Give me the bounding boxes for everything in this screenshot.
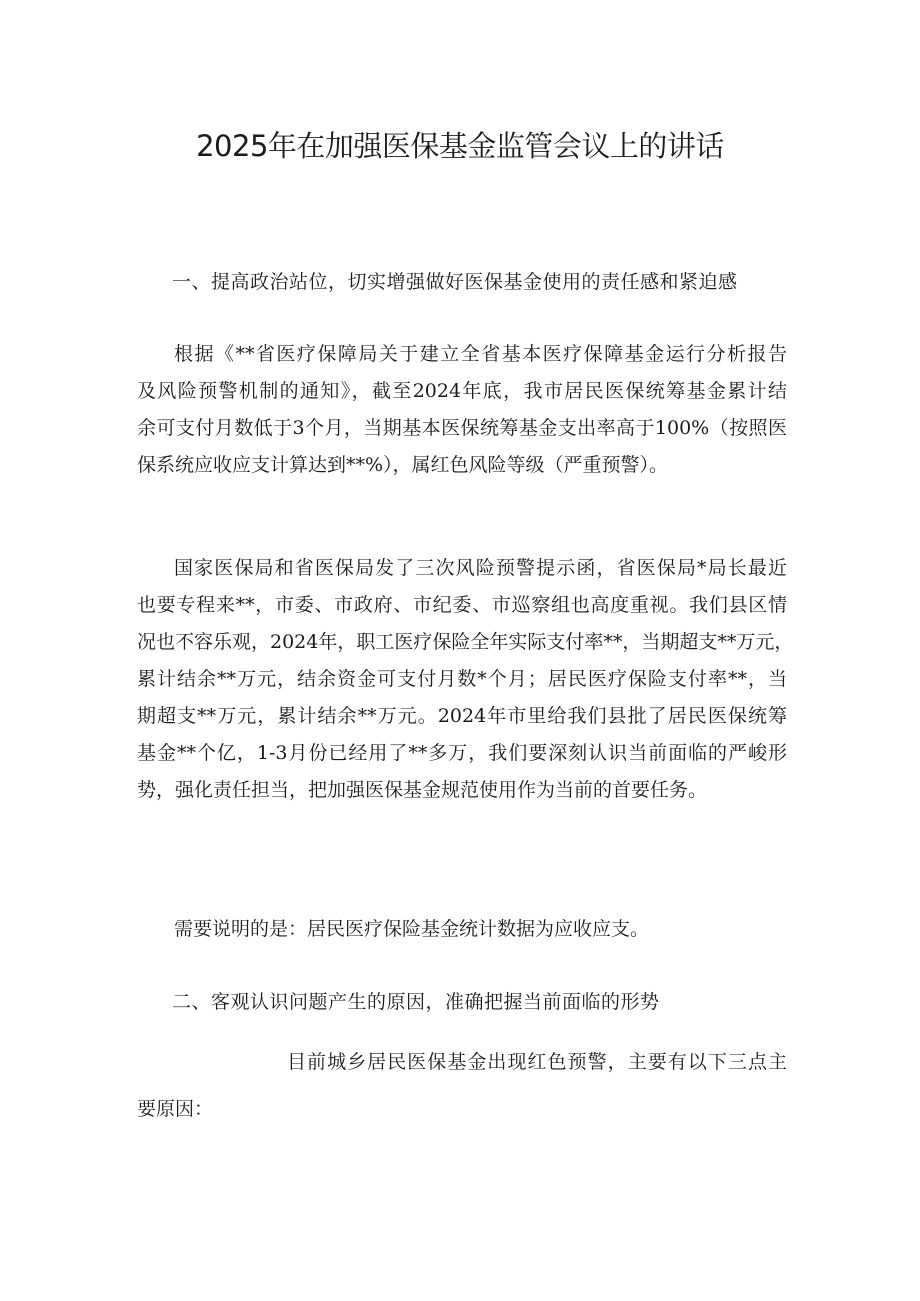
- paragraph-line: 累计结余**万元，结余资金可支付月数*个月；居民医疗保险支付率**，当: [137, 668, 787, 690]
- paragraph-line: 目前城乡居民医保基金出现红色预警，主要有以下三点主: [287, 1051, 787, 1073]
- paragraph-line: 根据《**省医疗保障局关于建立全省基本医疗保障基金运行分析报告: [174, 343, 787, 365]
- paragraph-1: [137, 336, 787, 484]
- paragraph-line: 需要说明的是：居民医疗保险基金统计数据为应收应支。: [174, 918, 650, 940]
- paragraph-line: 保系统应收应支计算达到**%），属红色风险等级（严重预警）。: [137, 454, 669, 476]
- section-heading-2: 二、客观认识问题产生的原因，准确把握当前面临的形势: [172, 991, 660, 1013]
- paragraph-line: 及风险预警机制的通知》，截至2024年底，我市居民医保统筹基金累计结: [137, 380, 787, 402]
- paragraph-3: [137, 911, 787, 948]
- paragraph-line: 况也不容乐观，2024年，职工医疗保险全年实际支付率**，当期超支**万元，: [137, 631, 794, 653]
- paragraph-2: [137, 550, 794, 809]
- paragraph-line: 余可支付月数低于3个月，当期基本医保统筹基金支出率高于100%（按照医: [137, 417, 787, 439]
- paragraph-4: [137, 1044, 787, 1128]
- paragraph-line: 也要专程来**，市委、市政府、市纪委、市巡察组也高度重视。我们县区情: [137, 594, 787, 616]
- paragraph-line: 基金**个亿，1-3月份已经用了**多万，我们要深刻认识当前面临的严峻形: [137, 742, 787, 764]
- paragraph-line: 国家医保局和省医保局发了三次风险预警提示函，省医保局*局长最近: [174, 557, 787, 579]
- document-title: 2025年在加强医保基金监管会议上的讲话: [196, 129, 724, 163]
- paragraph-line: 期超支**万元，累计结余**万元。2024年市里给我们县批了居民医保统筹: [137, 705, 787, 727]
- paragraph-line: 势，强化责任担当，把加强医保基金规范使用作为当前的首要任务。: [137, 779, 708, 801]
- section-heading-1: 一、提高政治站位，切实增强做好医保基金使用的责任感和紧迫感: [172, 271, 738, 293]
- paragraph-line: 要原因：: [137, 1098, 214, 1120]
